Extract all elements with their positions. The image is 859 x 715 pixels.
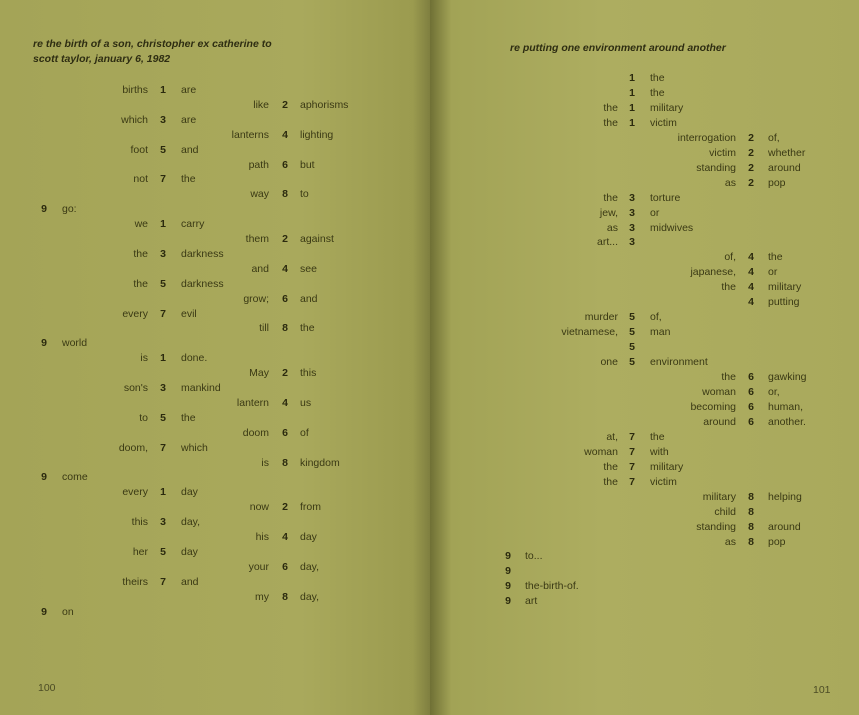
line-word-before: interrogation xyxy=(677,131,736,144)
line-number: 3 xyxy=(160,382,166,394)
line-word-before: grow; xyxy=(243,292,269,305)
line-number: 7 xyxy=(629,445,635,458)
line-number: 3 xyxy=(629,221,635,234)
line-word-before: at, xyxy=(606,430,618,443)
line-word-after: of xyxy=(300,426,309,439)
poem-line xyxy=(430,579,850,593)
line-word-after: day xyxy=(181,545,198,558)
line-word-before: his xyxy=(255,531,269,543)
line-word-before: till xyxy=(259,322,269,335)
line-word-after: victim xyxy=(650,475,677,488)
line-word-before: and xyxy=(251,262,269,275)
line-number: 9 xyxy=(41,605,47,618)
line-word-after: and xyxy=(300,292,318,305)
line-word-after: or xyxy=(768,266,778,279)
poem-title-right: re putting one environment around another xyxy=(510,42,726,54)
line-word-after: and xyxy=(181,575,199,588)
line-number: 3 xyxy=(160,247,166,260)
line-number: 7 xyxy=(160,575,166,588)
line-number: 2 xyxy=(282,501,288,514)
poem-line xyxy=(0,366,420,380)
poem-line xyxy=(0,98,420,112)
line-word-after: around xyxy=(768,161,801,174)
poem-line xyxy=(430,475,850,489)
poem-title-line-1: re the birth of a son, christopher ex catherine to xyxy=(33,38,272,50)
poem-line xyxy=(0,605,420,619)
line-word-before: son's xyxy=(123,382,148,394)
poem-line xyxy=(0,351,420,365)
line-word-after: or, xyxy=(768,385,780,398)
line-word-after: this xyxy=(300,367,317,380)
line-word-after: the-birth-of. xyxy=(525,580,579,593)
line-word-after: see xyxy=(300,262,317,275)
poem-line xyxy=(430,221,850,235)
line-number: 9 xyxy=(505,550,511,563)
line-number: 6 xyxy=(282,158,288,171)
line-number: 8 xyxy=(748,535,754,548)
line-word-before: now xyxy=(249,501,269,514)
line-word-before: my xyxy=(255,590,269,603)
line-word-after: gawking xyxy=(768,371,807,383)
line-word-after: man xyxy=(650,326,671,339)
line-number: 2 xyxy=(282,233,288,245)
line-number: 5 xyxy=(160,277,166,290)
line-word-before: japanese, xyxy=(690,266,736,279)
line-number: 6 xyxy=(282,560,288,573)
line-word-after: on xyxy=(62,605,74,618)
line-number: 6 xyxy=(748,371,754,383)
line-word-after: day, xyxy=(300,560,320,573)
poem-line xyxy=(430,280,850,294)
line-word-after: the xyxy=(650,430,665,443)
poem-line xyxy=(0,456,420,470)
line-word-before: like xyxy=(253,98,269,111)
line-number: 2 xyxy=(748,161,754,174)
line-word-before: not xyxy=(133,173,148,186)
poem-line xyxy=(430,235,850,249)
line-number: 7 xyxy=(629,460,635,473)
line-number: 5 xyxy=(160,411,166,424)
line-word-after: kingdom xyxy=(300,456,340,469)
line-number: 2 xyxy=(282,98,288,111)
line-number: 3 xyxy=(160,516,166,529)
line-number: 1 xyxy=(160,84,166,96)
line-number: 3 xyxy=(629,236,635,249)
line-number: 5 xyxy=(629,311,635,324)
line-word-before: as xyxy=(724,535,736,548)
poem-line xyxy=(430,146,850,160)
line-number: 1 xyxy=(160,352,166,365)
poem-line xyxy=(430,101,850,115)
poem-line xyxy=(430,325,850,339)
line-word-after: carry xyxy=(181,218,205,231)
line-word-before: the xyxy=(721,281,736,294)
poem-line xyxy=(0,396,420,410)
line-word-before: is xyxy=(261,456,269,469)
line-word-after: evil xyxy=(181,307,197,320)
line-number: 9 xyxy=(505,580,511,593)
line-word-after: darkness xyxy=(181,277,224,290)
line-word-before: one xyxy=(600,356,618,369)
line-word-before: the xyxy=(603,475,618,488)
line-word-after: us xyxy=(300,396,312,409)
poem-line xyxy=(0,426,420,440)
line-word-before: foot xyxy=(130,143,148,156)
line-word-before: the xyxy=(603,101,618,114)
poem-line xyxy=(0,128,420,142)
line-number: 1 xyxy=(629,101,635,114)
line-number: 8 xyxy=(748,490,754,503)
line-word-before: child xyxy=(714,505,736,518)
line-word-before: vietnamese, xyxy=(561,326,618,339)
poem-line xyxy=(430,415,850,429)
line-number: 6 xyxy=(748,400,754,413)
poem-line xyxy=(0,336,420,350)
line-word-before: we xyxy=(134,218,148,231)
poem-line xyxy=(430,594,850,608)
line-word-before: of, xyxy=(724,251,736,264)
line-word-before: every xyxy=(122,307,148,320)
line-word-after: from xyxy=(300,501,321,514)
line-word-after: go: xyxy=(62,203,77,216)
line-number: 6 xyxy=(282,426,288,439)
line-number: 3 xyxy=(160,113,166,126)
line-word-before: the xyxy=(603,116,618,129)
line-number: 9 xyxy=(41,337,47,350)
line-word-after: the xyxy=(768,251,783,264)
line-word-after: come xyxy=(62,471,88,484)
line-number: 8 xyxy=(748,520,754,533)
line-word-before: around xyxy=(703,415,736,428)
poem-line xyxy=(0,441,420,455)
line-number: 4 xyxy=(748,251,754,264)
line-word-after: torture xyxy=(650,191,681,204)
poem-title-line-2: scott taylor, january 6, 1982 xyxy=(33,53,171,65)
poem-line xyxy=(430,131,850,145)
poem-line xyxy=(0,560,420,574)
line-word-before: woman xyxy=(584,445,618,458)
line-word-after: and xyxy=(181,143,199,156)
line-word-after: whether xyxy=(768,146,806,159)
line-number: 4 xyxy=(282,396,288,409)
line-word-before: victim xyxy=(709,146,736,159)
line-number: 4 xyxy=(748,281,754,294)
line-word-after: human, xyxy=(768,400,804,413)
line-word-after: putting xyxy=(768,296,800,309)
line-word-before: theirs xyxy=(122,575,148,588)
line-word-before: her xyxy=(132,545,148,558)
right-page xyxy=(430,0,859,715)
line-word-after: day xyxy=(181,486,198,499)
line-number: 2 xyxy=(748,146,754,159)
poem-line xyxy=(430,176,850,190)
line-number: 4 xyxy=(282,262,288,275)
line-word-after: are xyxy=(181,84,197,96)
line-word-before: which xyxy=(121,113,148,126)
line-word-before: doom, xyxy=(118,441,148,454)
line-number: 1 xyxy=(629,87,635,99)
poem-line xyxy=(0,202,420,216)
line-word-after: art xyxy=(525,595,538,608)
line-number: 1 xyxy=(160,486,166,499)
poem-line xyxy=(430,505,850,519)
line-word-after: aphorisms xyxy=(300,98,349,111)
poem-line xyxy=(0,292,420,306)
poem-line xyxy=(430,265,850,279)
poem-line xyxy=(430,86,850,100)
poem-line xyxy=(0,590,420,604)
poem-line xyxy=(430,520,850,534)
line-word-after: the xyxy=(181,411,196,424)
line-word-after: world xyxy=(62,337,88,350)
line-word-after: environment xyxy=(650,356,708,369)
line-word-before: doom xyxy=(242,426,269,439)
poem-line xyxy=(0,247,420,261)
poem-line xyxy=(0,515,420,529)
poem-line xyxy=(0,321,420,335)
line-number: 9 xyxy=(505,565,511,578)
line-word-after: day xyxy=(300,531,317,543)
poem-line xyxy=(0,172,420,186)
line-word-after: lighting xyxy=(300,128,334,141)
poem-line xyxy=(430,295,850,309)
line-number: 8 xyxy=(282,322,288,335)
line-word-before: your xyxy=(248,560,269,573)
poem-line xyxy=(430,191,850,205)
poem-line xyxy=(430,206,850,220)
line-number: 8 xyxy=(282,188,288,201)
line-word-after: military xyxy=(650,460,684,473)
line-word-after: the xyxy=(650,87,665,99)
poem-line xyxy=(430,310,850,324)
line-word-after: pop xyxy=(768,535,786,548)
line-word-after: victim xyxy=(650,116,677,129)
poem-line xyxy=(0,262,420,276)
poem-line xyxy=(0,113,420,127)
line-word-before: the xyxy=(133,247,148,260)
line-word-after: darkness xyxy=(181,247,224,260)
poem-line xyxy=(0,277,420,291)
line-word-before: becoming xyxy=(690,400,736,413)
poem-line xyxy=(430,430,850,444)
line-word-before: military xyxy=(702,490,736,503)
line-word-before: murder xyxy=(584,311,618,324)
line-number: 5 xyxy=(629,341,635,354)
poem-line xyxy=(0,530,420,544)
line-number: 4 xyxy=(748,296,754,309)
line-word-before: the xyxy=(603,460,618,473)
line-word-after: the xyxy=(650,72,665,84)
line-word-after: with xyxy=(650,445,669,458)
poem-line xyxy=(430,161,850,175)
line-number: 7 xyxy=(629,430,635,443)
line-number: 5 xyxy=(629,326,635,339)
line-number: 8 xyxy=(282,590,288,603)
poem-line xyxy=(0,381,420,395)
poem-line xyxy=(430,116,850,130)
line-number: 1 xyxy=(629,72,635,84)
poem-line xyxy=(430,370,850,384)
line-word-before: as xyxy=(606,221,618,234)
line-word-after: around xyxy=(768,520,801,533)
line-number: 5 xyxy=(629,356,635,369)
line-word-after: the xyxy=(300,322,315,335)
line-word-after: against xyxy=(300,233,334,245)
line-number: 5 xyxy=(160,545,166,558)
poem-line xyxy=(430,535,850,549)
line-word-after: are xyxy=(181,113,197,126)
line-word-after: which xyxy=(181,441,208,454)
line-word-after: day, xyxy=(300,590,320,603)
poem-line xyxy=(0,83,420,97)
poem-line xyxy=(0,485,420,499)
line-number: 9 xyxy=(41,203,47,216)
line-number: 6 xyxy=(748,415,754,428)
poem-line xyxy=(0,217,420,231)
line-word-before: the xyxy=(603,191,618,204)
line-word-before: path xyxy=(248,158,269,171)
line-word-before: them xyxy=(245,233,269,245)
poem-line xyxy=(0,500,420,514)
line-word-after: done. xyxy=(181,352,208,365)
poem-line xyxy=(0,232,420,246)
line-word-after: of, xyxy=(650,311,662,324)
line-word-before: May xyxy=(249,367,269,380)
line-number: 3 xyxy=(629,191,635,204)
line-number: 6 xyxy=(748,385,754,398)
poem-line xyxy=(430,445,850,459)
line-word-before: every xyxy=(122,486,148,499)
line-word-after: to... xyxy=(525,550,543,563)
poem-line xyxy=(430,460,850,474)
line-word-before: the xyxy=(721,371,736,383)
line-number: 9 xyxy=(41,471,47,484)
line-number: 4 xyxy=(748,266,754,279)
line-word-before: births xyxy=(122,84,148,96)
line-word-after: mankind xyxy=(181,382,221,394)
poem-line xyxy=(0,143,420,157)
line-number: 2 xyxy=(748,131,754,144)
poem-line xyxy=(430,400,850,414)
line-number: 1 xyxy=(160,218,166,231)
poem-line xyxy=(430,340,850,354)
poem-line xyxy=(0,158,420,172)
line-word-before: the xyxy=(133,277,148,290)
line-word-before: standing xyxy=(696,520,736,533)
poem-line xyxy=(430,355,850,369)
line-word-before: woman xyxy=(702,385,736,398)
poem-line xyxy=(0,470,420,484)
poem-line xyxy=(0,545,420,559)
line-word-after: pop xyxy=(768,176,786,189)
poem-line xyxy=(0,575,420,589)
line-number: 7 xyxy=(629,475,635,488)
line-number: 4 xyxy=(282,531,288,543)
line-number: 9 xyxy=(505,595,511,608)
poem-line xyxy=(430,490,850,504)
line-word-after: to xyxy=(300,188,309,201)
line-word-after: but xyxy=(300,158,315,171)
line-number: 2 xyxy=(282,367,288,380)
line-word-after: military xyxy=(768,281,802,294)
line-word-after: midwives xyxy=(650,221,694,234)
line-word-after: another. xyxy=(768,415,806,428)
poem-line xyxy=(0,187,420,201)
line-word-before: this xyxy=(131,516,148,529)
line-number: 7 xyxy=(160,441,166,454)
line-number: 6 xyxy=(282,292,288,305)
line-number: 2 xyxy=(748,176,754,189)
line-number: 7 xyxy=(160,173,166,186)
poem-line xyxy=(430,549,850,563)
line-word-after: military xyxy=(650,101,684,114)
line-word-before: as xyxy=(724,176,736,189)
line-number: 3 xyxy=(629,206,635,219)
line-word-after: day, xyxy=(181,516,201,529)
line-word-before: jew, xyxy=(599,206,618,219)
line-number: 1 xyxy=(629,116,635,129)
line-number: 7 xyxy=(160,307,166,320)
poem-line xyxy=(430,250,850,264)
line-word-before: lanterns xyxy=(231,128,269,141)
poem-line xyxy=(0,307,420,321)
line-number: 8 xyxy=(748,505,754,518)
poem-line xyxy=(430,71,850,85)
line-number: 4 xyxy=(282,128,288,141)
page-number-left: 100 xyxy=(38,682,56,694)
line-word-after: helping xyxy=(768,490,802,503)
line-word-before: to xyxy=(139,411,148,424)
page-number-right: 101 xyxy=(813,684,831,696)
line-word-before: is xyxy=(140,352,148,365)
line-number: 5 xyxy=(160,143,166,156)
poem-line xyxy=(430,385,850,399)
poem-line xyxy=(0,411,420,425)
line-word-before: lantern xyxy=(236,396,269,409)
line-word-after: the xyxy=(181,173,196,186)
line-word-before: way xyxy=(250,188,269,201)
line-word-before: art... xyxy=(596,236,618,249)
line-word-after: or xyxy=(650,206,660,219)
line-word-before: standing xyxy=(696,161,736,174)
line-word-after: of, xyxy=(768,131,780,144)
line-number: 8 xyxy=(282,456,288,469)
poem-line xyxy=(430,564,850,578)
